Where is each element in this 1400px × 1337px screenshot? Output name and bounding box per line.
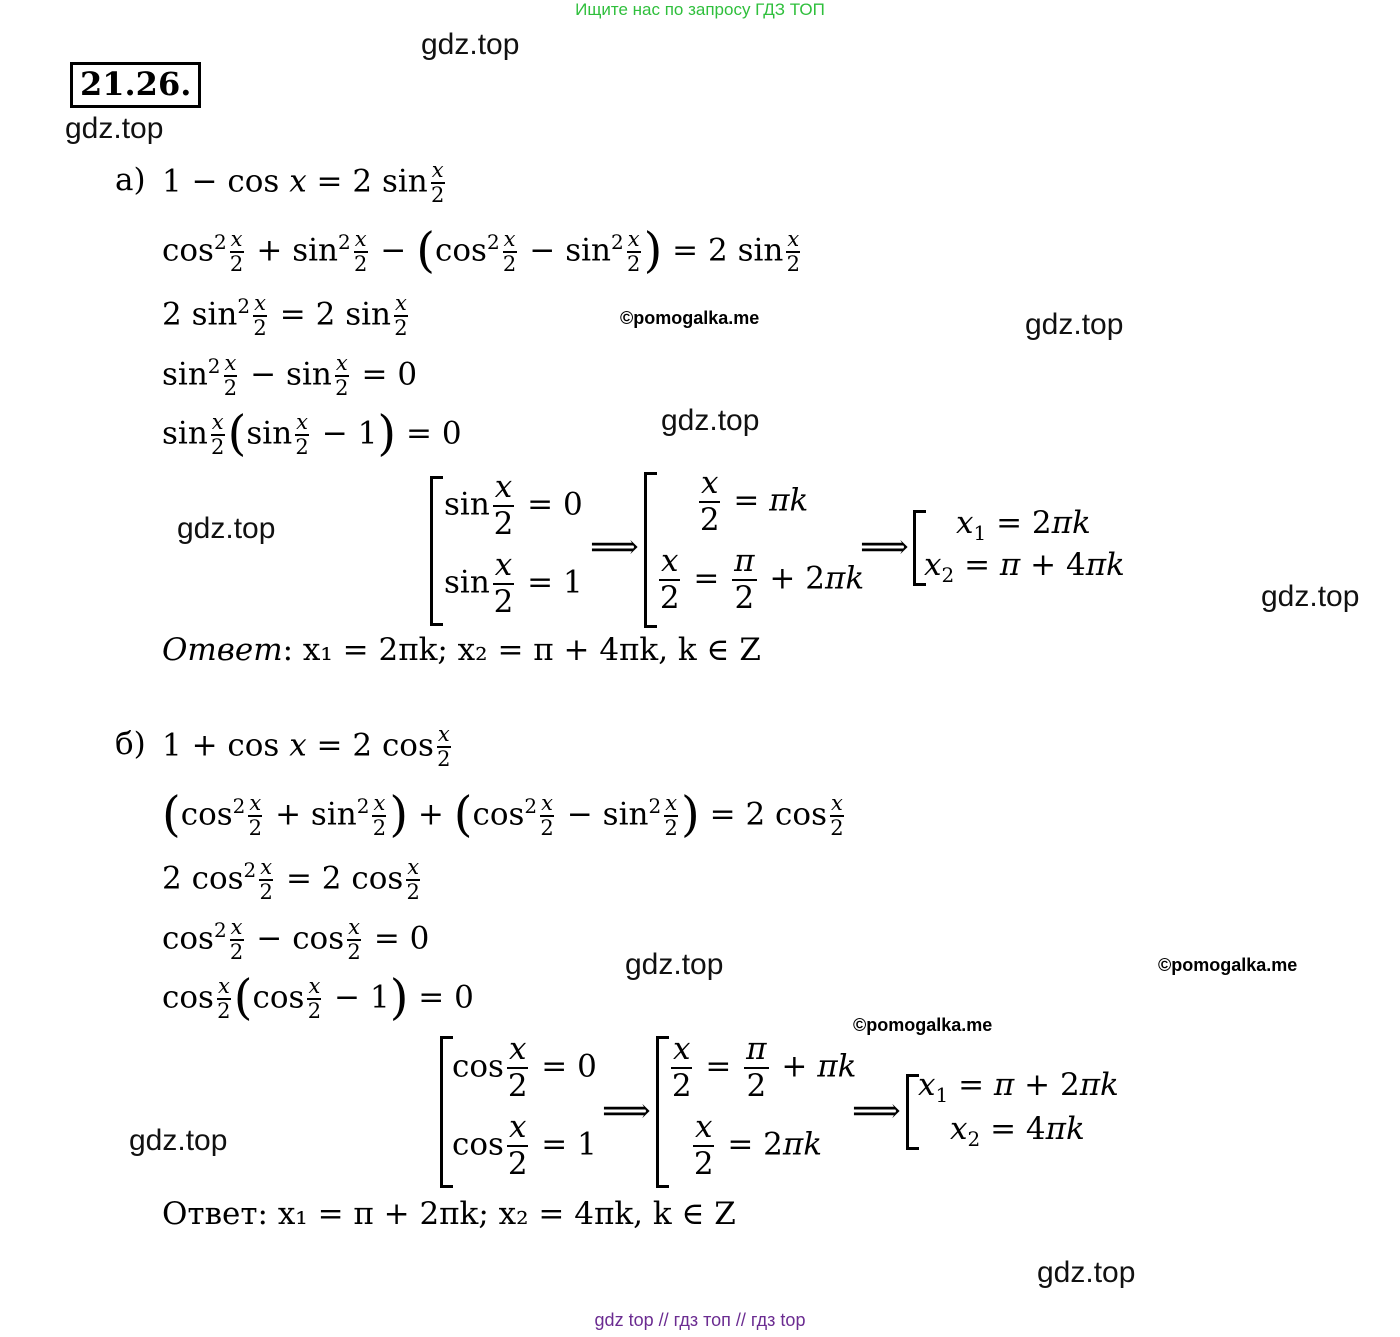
part-a-line-3: 2 $\sin^2$ $\frac{x}{2}$ = 2 sin $\frac{x}{2}$ [162,290,408,340]
watermark-gdz: gdz.top [177,512,276,545]
watermark-gdz: gdz.top [65,112,164,145]
part-b-line-3: 2 $\cos^2$ $\frac{x}{2}$ = 2 cos $\frac{x}{2}$ [162,854,420,904]
part-a-line-2: $\cos^2$ $\frac{x}{2}$ + $\sin^2$ $\frac{x}{2}$ − ($\cos^2$ $\frac{x}{2}$ − $\sin^2$ $\frac{x}{2}$ ) = 2 sin $\frac{x}{2}$ [162,222,800,279]
part-a-line-4: $\sin^2$ $\frac{x}{2}$ − sin $\frac{x}{2}$ = 0 [162,350,418,400]
implies-arrow: ⟹ [860,527,909,567]
answer-label: Ответ [162,1196,258,1232]
system-a-row-2: sin $\frac{x}{2}$ = 1 [444,547,583,620]
watermark-pomogalka: ©pomogalka.me [1158,955,1298,975]
system-b2-row-2: $\frac{x}{2}$ = 2πk [693,1109,823,1182]
bracket [430,476,443,626]
part-a-line-1: 1 − cos x = 2 sin $\frac{x}{2}$ [162,158,445,207]
footer-links: gdz top // гдз топ // гдз top [594,1310,806,1330]
part-b-line-1: 1 + cos x = 2 cos $\frac{x}{2}$ [162,722,451,771]
result-b-row-2: $x_2 = 4\pi k$ [950,1111,1085,1152]
watermark-gdz: gdz.top [129,1124,228,1157]
part-b-label: б) [115,726,146,762]
implies-arrow: ⟹ [602,1091,651,1131]
part-a-line-5: sin $\frac{x}{2}$ (sin $\frac{x}{2}$ − 1) = 0 [162,405,462,462]
part-a-answer [162,630,761,670]
part-b-answer [162,1194,736,1234]
result-a-row-1: $x_1 = 2\pi k$ [956,505,1091,546]
watermark-gdz: gdz.top [1261,580,1360,613]
answer-text: : x₁ = π + 2πk; x₂ = 4πk, k ∈ Z [257,1196,736,1232]
result-b-row-1: $x_1 = \pi + 2\pi k$ [918,1067,1119,1108]
part-b-line-4: $\cos^2$ $\frac{x}{2}$ − cos $\frac{x}{2}$ = 0 [162,914,430,964]
search-banner: Ищите нас по запросу ГДЗ ТОП [575,0,825,19]
system-b2-row-1: $\frac{x}{2}$ = $\frac{\pi}{2}$ + πk [671,1031,857,1104]
watermark-pomogalka: ©pomogalka.me [853,1015,993,1035]
watermark-gdz: gdz.top [421,28,520,61]
problem-number: 21.26. [70,62,201,108]
implies-arrow: ⟹ [590,527,639,567]
part-b-line-2: ($\cos^2$ $\frac{x}{2}$ + $\sin^2$ $\frac{x}{2}$ ) + ($\cos^2$ $\frac{x}{2}$ − $\sin^2$ $\frac{x}{2}$ ) = 2 cos $\frac{x}{2}$ [162,786,844,843]
system-b-row-1: cos $\frac{x}{2}$ = 0 [452,1031,597,1104]
system-a-row-1: sin $\frac{x}{2}$ = 0 [444,469,583,542]
answer-text: : x₁ = 2πk; x₂ = π + 4πk, k ∈ Z [282,632,761,668]
system-b-row-2: cos $\frac{x}{2}$ = 1 [452,1109,597,1182]
system-a2-row-2: $\frac{x}{2}$ = $\frac{\pi}{2}$ + 2πk [659,543,865,616]
system-a2-row-1: $\frac{x}{2}$ = πk [699,465,809,538]
watermark-gdz: gdz.top [625,948,724,981]
part-b-line-5: cos $\frac{x}{2}$ (cos $\frac{x}{2}$ − 1) = 0 [162,969,474,1026]
part-a-label: а) [115,162,146,198]
watermark-gdz: gdz.top [1037,1256,1136,1289]
answer-label: Ответ [162,632,283,668]
watermark-gdz: gdz.top [1025,308,1124,341]
implies-arrow: ⟹ [852,1091,901,1131]
result-a-row-2: $x_2 = \pi + 4\pi k$ [924,547,1125,588]
watermark-pomogalka: ©pomogalka.me [620,308,760,328]
watermark-gdz: gdz.top [661,404,760,437]
